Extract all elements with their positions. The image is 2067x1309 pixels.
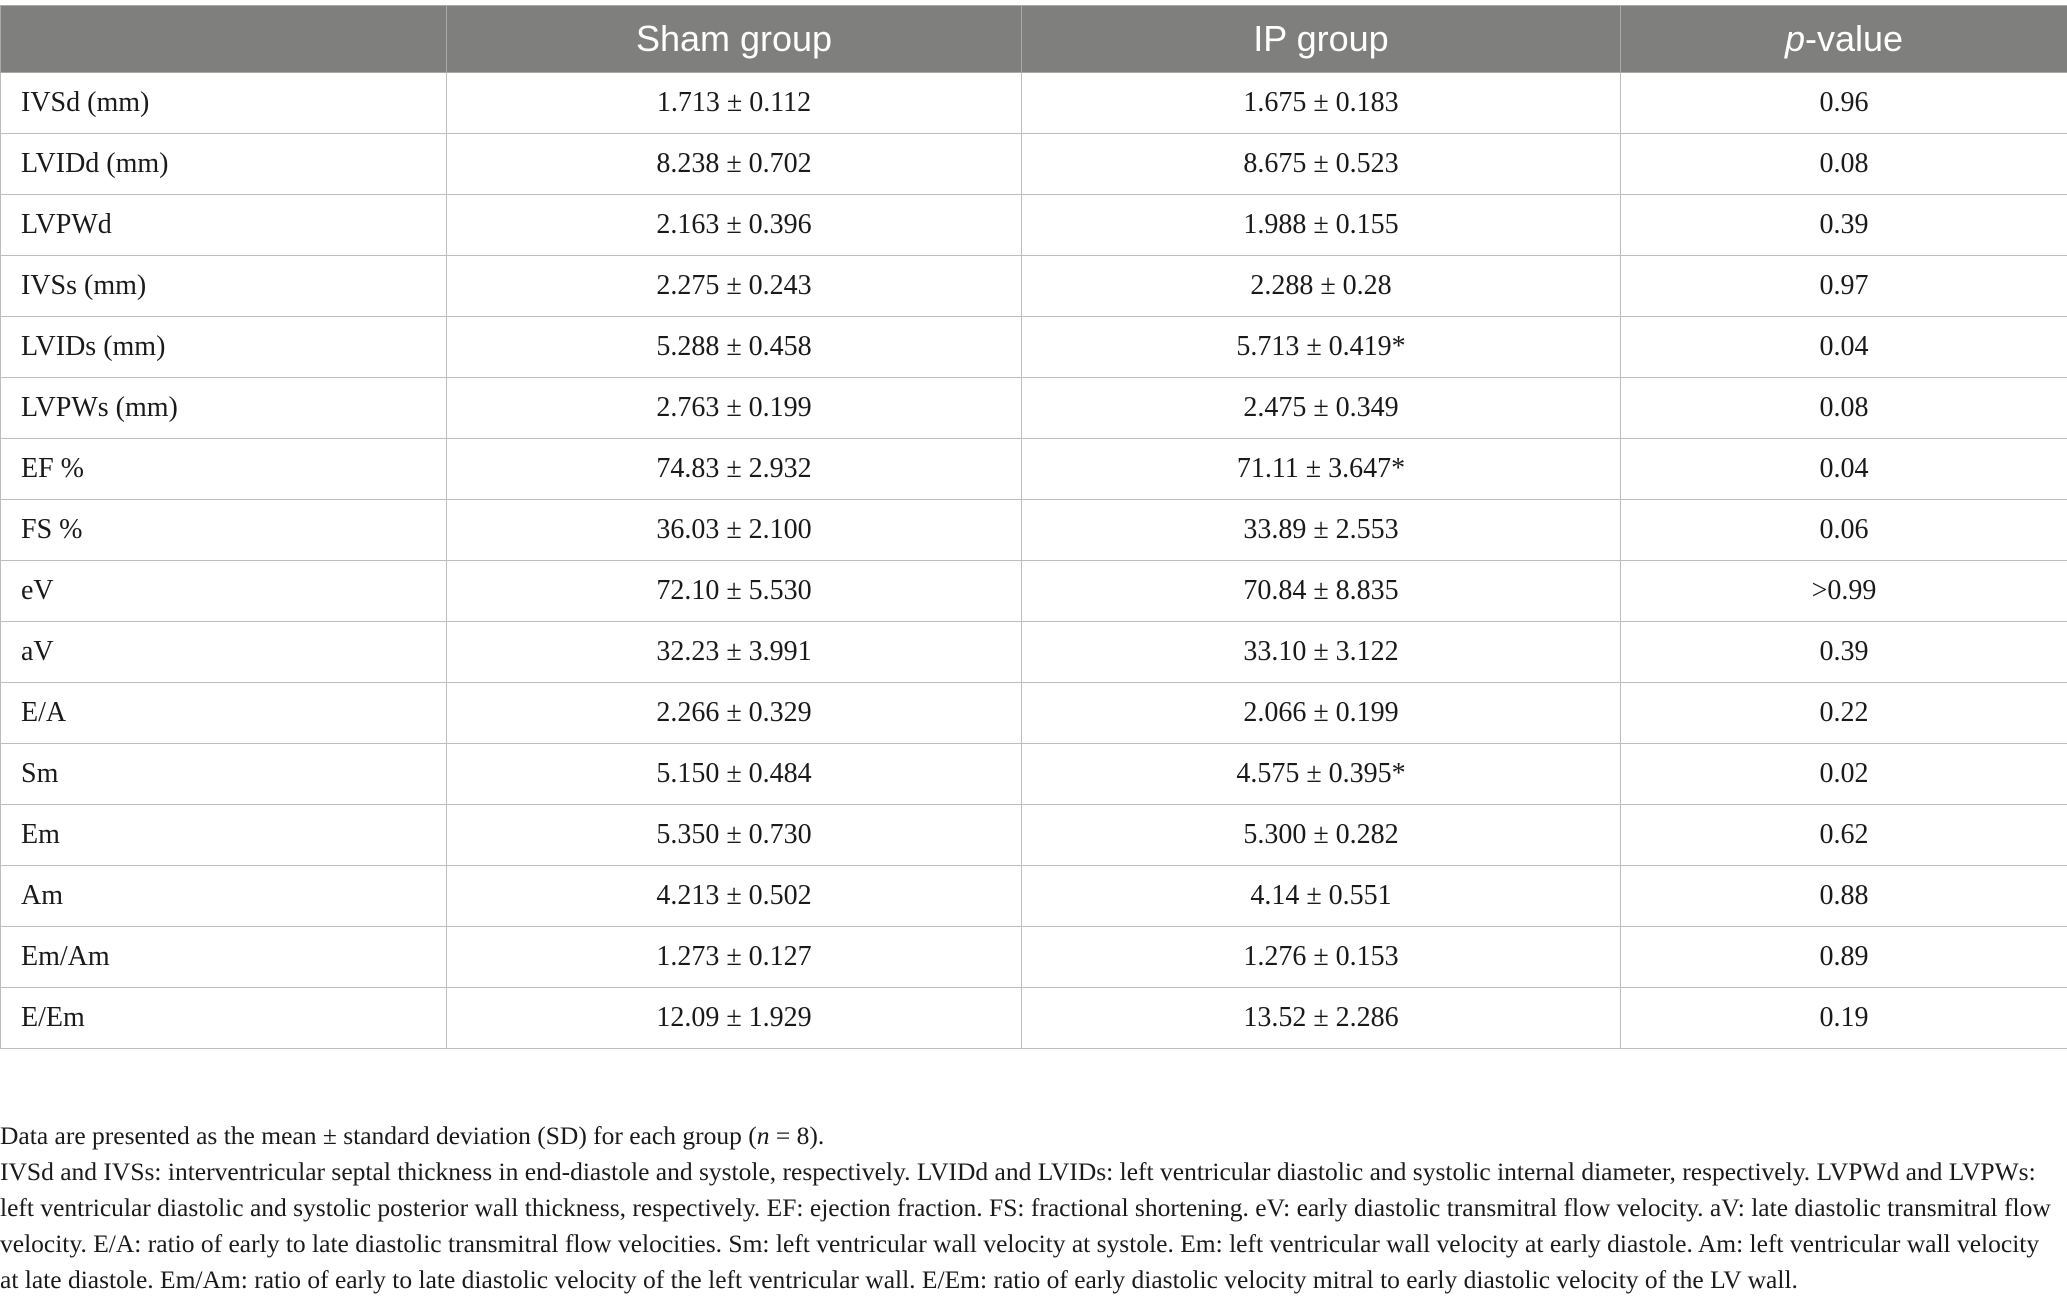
table-row bbox=[1, 683, 2067, 744]
footnote-summary-after: = 8). bbox=[769, 1121, 825, 1150]
table-footnotes bbox=[0, 1118, 2055, 1298]
p-value-cell: 0.04 bbox=[1621, 439, 2067, 500]
parameter-cell: LVPWd bbox=[1, 195, 447, 256]
p-value-cell: 0.89 bbox=[1621, 927, 2067, 988]
table-row bbox=[1, 134, 2067, 195]
footnote-abbreviations: IVSd and IVSs: interventricular septal thickness in end-diastole and systole, respectively. LVIDd and LVIDs: left ventricular diastolic and systolic internal diameter, respectively. LVPWd and LVPWs: left ventricular diastolic and systolic posterior wall thickness, respectively. EF: ejection fraction. FS: fractional shortening. eV: early diastolic transmitral flow velocity. aV: late diastolic transmitral flow velocity. E/A: ratio of early to late diastolic transmitral flow velocities. Sm: left ventricular wall velocity at systole. Em: left ventricular wall velocity at early diastole. Am: left ventricular wall velocity at late diastole. Em/Am: ratio of early to late diastolic velocity of the left ventricular wall. E/Em: ratio of early diastolic velocity mitral to early diastolic velocity of the LV wall. bbox=[0, 1157, 2051, 1294]
p-value-cell: 0.08 bbox=[1621, 134, 2067, 195]
ip-value-cell: 33.89 ± 2.553 bbox=[1022, 500, 1621, 561]
table-row bbox=[1, 256, 2067, 317]
parameter-cell: Em/Am bbox=[1, 927, 447, 988]
header-ip-group: IP group bbox=[1022, 6, 1621, 73]
table-row bbox=[1, 378, 2067, 439]
sham-value-cell: 2.266 ± 0.329 bbox=[447, 683, 1022, 744]
table-row bbox=[1, 927, 2067, 988]
sham-value-cell: 8.238 ± 0.702 bbox=[447, 134, 1022, 195]
p-value-cell: 0.06 bbox=[1621, 500, 2067, 561]
ip-value-cell: 8.675 ± 0.523 bbox=[1022, 134, 1621, 195]
table-body bbox=[1, 73, 2067, 1049]
table-row bbox=[1, 500, 2067, 561]
table-row bbox=[1, 73, 2067, 134]
p-value-cell: 0.62 bbox=[1621, 805, 2067, 866]
sham-value-cell: 1.273 ± 0.127 bbox=[447, 927, 1022, 988]
sham-value-cell: 72.10 ± 5.530 bbox=[447, 561, 1022, 622]
ip-value-cell: 2.066 ± 0.199 bbox=[1022, 683, 1621, 744]
ip-value-cell: 2.288 ± 0.28 bbox=[1022, 256, 1621, 317]
table-row bbox=[1, 439, 2067, 500]
p-value-cell: 0.97 bbox=[1621, 256, 2067, 317]
header-p-rest: -value bbox=[1804, 18, 1904, 59]
table-row bbox=[1, 195, 2067, 256]
header-p-italic: p bbox=[1784, 18, 1805, 59]
header-parameter bbox=[1, 6, 447, 73]
parameter-cell: EF % bbox=[1, 439, 447, 500]
ip-value-cell: 5.300 ± 0.282 bbox=[1022, 805, 1621, 866]
footnote-summary-before: Data are presented as the mean ± standard deviation (SD) for each group ( bbox=[0, 1121, 757, 1150]
data-table-container bbox=[0, 5, 2067, 1049]
sham-value-cell: 4.213 ± 0.502 bbox=[447, 866, 1022, 927]
sham-value-cell: 12.09 ± 1.929 bbox=[447, 988, 1022, 1049]
ip-value-cell: 1.276 ± 0.153 bbox=[1022, 927, 1621, 988]
ip-value-cell: 33.10 ± 3.122 bbox=[1022, 622, 1621, 683]
table-row bbox=[1, 866, 2067, 927]
p-value-cell: 0.88 bbox=[1621, 866, 2067, 927]
sham-value-cell: 1.713 ± 0.112 bbox=[447, 73, 1022, 134]
sham-value-cell: 36.03 ± 2.100 bbox=[447, 500, 1022, 561]
header-p-value bbox=[1621, 6, 2067, 73]
ip-value-cell: 5.713 ± 0.419* bbox=[1022, 317, 1621, 378]
header-sham-group: Sham group bbox=[447, 6, 1022, 73]
sham-value-cell: 5.150 ± 0.484 bbox=[447, 744, 1022, 805]
p-value-cell: >0.99 bbox=[1621, 561, 2067, 622]
footnote-summary bbox=[0, 1118, 2055, 1154]
table-row bbox=[1, 805, 2067, 866]
parameter-cell: aV bbox=[1, 622, 447, 683]
sham-value-cell: 32.23 ± 3.991 bbox=[447, 622, 1022, 683]
table-row bbox=[1, 622, 2067, 683]
sham-value-cell: 5.288 ± 0.458 bbox=[447, 317, 1022, 378]
footnote-n: n bbox=[756, 1121, 770, 1150]
ip-value-cell: 71.11 ± 3.647* bbox=[1022, 439, 1621, 500]
table-row bbox=[1, 317, 2067, 378]
parameter-cell: LVIDd (mm) bbox=[1, 134, 447, 195]
p-value-cell: 0.39 bbox=[1621, 622, 2067, 683]
sham-value-cell: 2.763 ± 0.199 bbox=[447, 378, 1022, 439]
p-value-cell: 0.08 bbox=[1621, 378, 2067, 439]
sham-value-cell: 5.350 ± 0.730 bbox=[447, 805, 1022, 866]
p-value-cell: 0.39 bbox=[1621, 195, 2067, 256]
p-value-cell: 0.96 bbox=[1621, 73, 2067, 134]
parameter-cell: IVSd (mm) bbox=[1, 73, 447, 134]
echocardiography-table bbox=[0, 5, 2067, 1049]
parameter-cell: eV bbox=[1, 561, 447, 622]
p-value-cell: 0.22 bbox=[1621, 683, 2067, 744]
p-value-cell: 0.19 bbox=[1621, 988, 2067, 1049]
p-value-cell: 0.02 bbox=[1621, 744, 2067, 805]
parameter-cell: E/Em bbox=[1, 988, 447, 1049]
ip-value-cell: 70.84 ± 8.835 bbox=[1022, 561, 1621, 622]
table-row bbox=[1, 744, 2067, 805]
ip-value-cell: 13.52 ± 2.286 bbox=[1022, 988, 1621, 1049]
parameter-cell: Am bbox=[1, 866, 447, 927]
parameter-cell: Sm bbox=[1, 744, 447, 805]
parameter-cell: LVIDs (mm) bbox=[1, 317, 447, 378]
sham-value-cell: 2.275 ± 0.243 bbox=[447, 256, 1022, 317]
sham-value-cell: 2.163 ± 0.396 bbox=[447, 195, 1022, 256]
ip-value-cell: 1.675 ± 0.183 bbox=[1022, 73, 1621, 134]
parameter-cell: LVPWs (mm) bbox=[1, 378, 447, 439]
header-row bbox=[1, 6, 2067, 73]
table-row bbox=[1, 988, 2067, 1049]
sham-value-cell: 74.83 ± 2.932 bbox=[447, 439, 1022, 500]
ip-value-cell: 2.475 ± 0.349 bbox=[1022, 378, 1621, 439]
table-row bbox=[1, 561, 2067, 622]
ip-value-cell: 4.14 ± 0.551 bbox=[1022, 866, 1621, 927]
ip-value-cell: 1.988 ± 0.155 bbox=[1022, 195, 1621, 256]
parameter-cell: Em bbox=[1, 805, 447, 866]
ip-value-cell: 4.575 ± 0.395* bbox=[1022, 744, 1621, 805]
parameter-cell: IVSs (mm) bbox=[1, 256, 447, 317]
parameter-cell: FS % bbox=[1, 500, 447, 561]
p-value-cell: 0.04 bbox=[1621, 317, 2067, 378]
parameter-cell: E/A bbox=[1, 683, 447, 744]
